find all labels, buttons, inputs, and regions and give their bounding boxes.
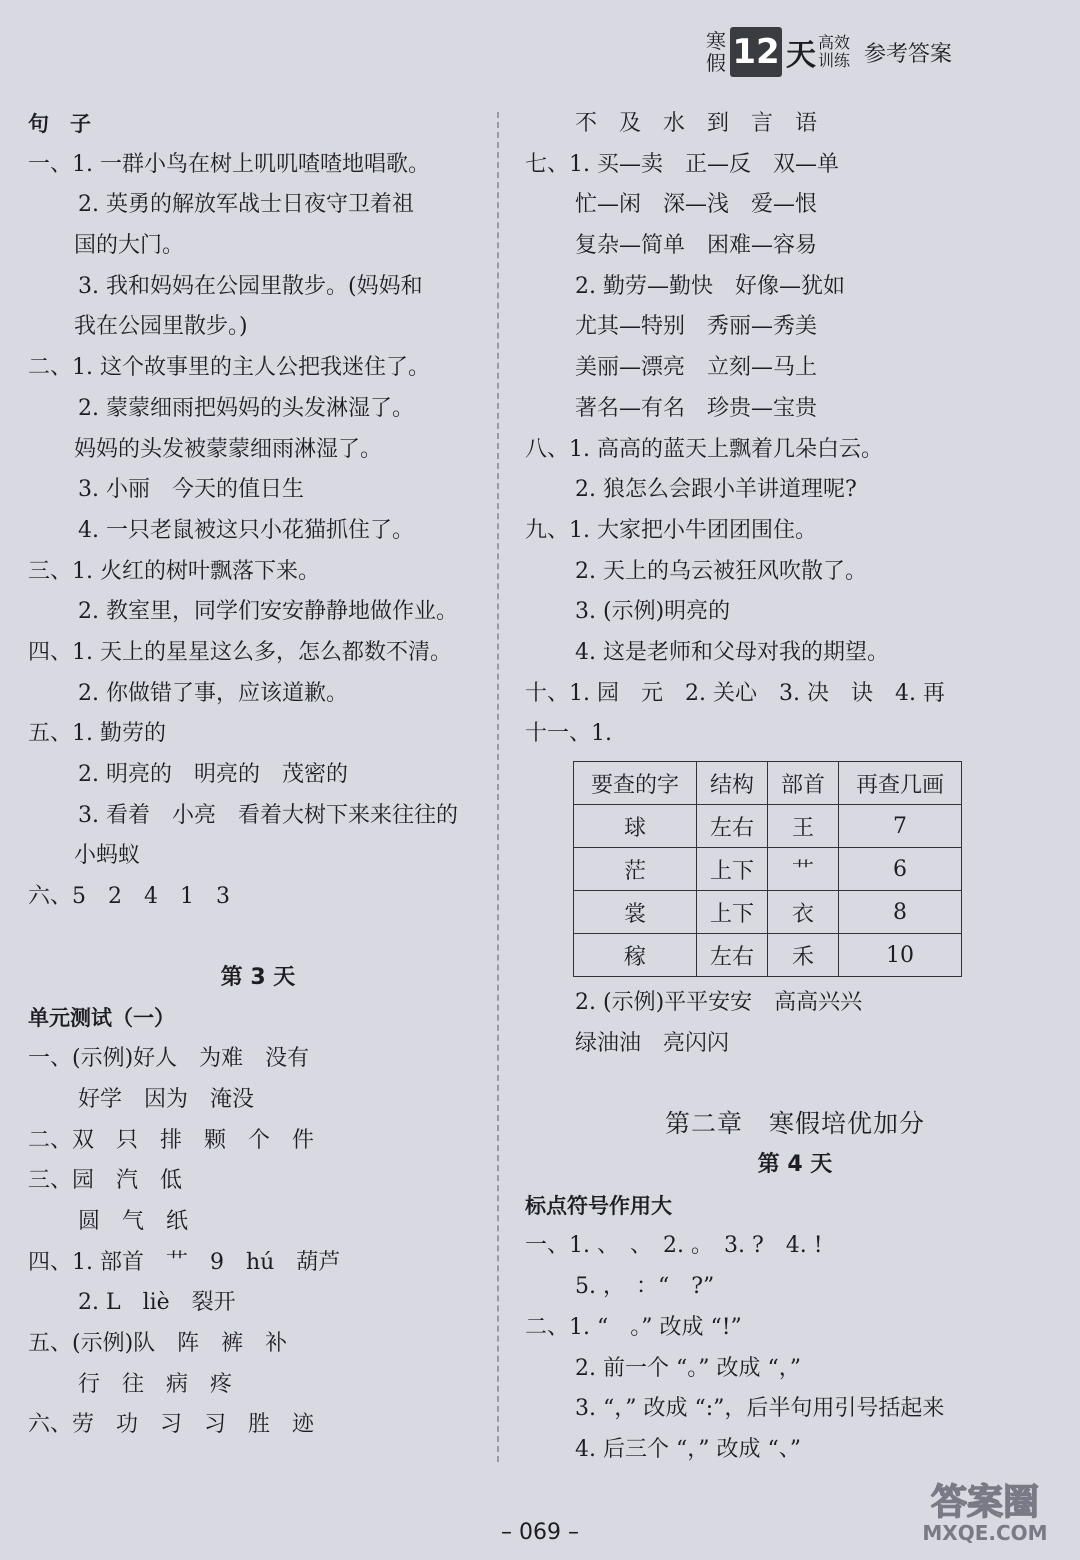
table-cell: 艹 <box>768 848 839 891</box>
answer-line: 四、1. 天上的星星这么多，怎么都数不清。 <box>28 639 452 665</box>
answer-line: 国的大门。 <box>74 233 185 259</box>
answer-line: 六、5 2 4 1 3 <box>28 884 230 910</box>
section-heading: 标点符号作用大 <box>525 1193 672 1218</box>
answer-line: 绿油油 亮闪闪 <box>575 1030 730 1056</box>
table-row <box>574 848 962 891</box>
answer-line: 七、1. 买—卖 正—反 双—单 <box>525 151 839 177</box>
answer-line: 复杂—简单 困难—容易 <box>575 233 818 259</box>
answer-line: 一、1. 、 、 2. 。 3. ? 4. ! <box>525 1233 823 1259</box>
spacer <box>525 1064 1065 1104</box>
answer-line: 二、1. 这个故事里的主人公把我迷住了。 <box>28 355 430 381</box>
answer-line: 九、1. 大家把小牛团团围住。 <box>525 517 817 543</box>
header-tian: 天 <box>786 38 816 73</box>
table-cell: 左右 <box>697 934 768 977</box>
answer-line: 2. 英勇的解放军战士日夜守卫着祖 <box>78 192 414 218</box>
answer-line: 一、1. 一群小鸟在树上叽叽喳喳地唱歌。 <box>28 151 430 177</box>
answer-line: 4. 这是老师和父母对我的期望。 <box>575 639 889 665</box>
answer-line: 4. 一只老鼠被这只小花猫抓住了。 <box>78 517 414 543</box>
answer-line: 美丽—漂亮 立刻—马上 <box>575 355 818 381</box>
right-top-answers <box>525 104 1065 755</box>
table-cell: 8 <box>839 891 962 934</box>
table-header-cell: 要查的字 <box>574 762 697 805</box>
watermark-text: 答案圈 <box>930 1482 1040 1523</box>
answer-line: 一、(示例)好人 为难 没有 <box>28 1046 310 1072</box>
table-header-cell: 部首 <box>768 762 839 805</box>
answer-line: 行 往 病 疼 <box>78 1371 233 1397</box>
answer-line: 著名—有名 珍贵—宝贵 <box>575 395 818 421</box>
answer-line: 不 及 水 到 言 语 <box>575 111 818 136</box>
answer-line: 2. 前一个 “。” 改成 “，” <box>575 1355 801 1381</box>
answer-line: 3. 我和妈妈在公园里散步。(妈妈和 <box>78 273 423 299</box>
header-gaoxiao <box>818 34 850 70</box>
header-jia-1: 寒 <box>706 29 726 53</box>
table-cell: 衣 <box>768 891 839 934</box>
answer-line: 二、1. “ 。” 改成 “!” <box>525 1314 742 1340</box>
table-header-cell: 再查几画 <box>839 762 962 805</box>
answer-line: 我在公园里散步。) <box>74 314 248 340</box>
table-row <box>574 891 962 934</box>
table-cell: 6 <box>839 848 962 891</box>
answer-line: 5. ， ：“ ?” <box>575 1274 715 1300</box>
answer-line: 2. 勤劳—勤快 好像—犹如 <box>575 273 845 299</box>
table-cell: 上下 <box>697 848 768 891</box>
answer-line: 三、1. 火红的树叶飘落下来。 <box>28 558 320 584</box>
table-cell: 球 <box>574 805 697 848</box>
answer-line: 四、1. 部首 艹 9 hú 葫芦 <box>28 1249 341 1275</box>
section-heading: 第二章 寒假培优加分 <box>664 1109 925 1139</box>
answer-line: 4. 后三个 “，” 改成 “、” <box>575 1436 801 1462</box>
answer-line: 3. 看着 小亮 看着大树下来来往往的 <box>78 802 458 828</box>
right-column <box>525 104 1065 1471</box>
answer-line: 八、1. 高高的蓝天上飘着几朵白云。 <box>525 436 883 462</box>
answer-line: 五、(示例)队 阵 裤 补 <box>28 1330 288 1356</box>
answer-line: 六、劳 功 习 习 胜 迹 <box>28 1412 315 1438</box>
table-cell: 左右 <box>697 805 768 848</box>
answer-line: 三、园 汽 低 <box>28 1168 183 1194</box>
answer-line: 3. (示例)明亮的 <box>575 599 731 625</box>
table-row <box>574 805 962 848</box>
table-row <box>574 934 962 977</box>
answer-line: 2. 你做错了事，应该道歉。 <box>78 680 348 706</box>
answer-line: 二、双 只 排 颗 个 件 <box>28 1127 315 1153</box>
answer-line: 2. 天上的乌云被狂风吹散了。 <box>575 558 867 584</box>
answer-line: 尤其—特别 秀丽—秀美 <box>575 314 818 340</box>
answer-line: 好学 因为 淹没 <box>78 1086 255 1112</box>
table-cell: 王 <box>768 805 839 848</box>
answer-line: 妈妈的头发被蒙蒙细雨淋湿了。 <box>74 436 383 462</box>
answer-line: 2. 教室里，同学们安安静静地做作业。 <box>78 599 458 625</box>
watermark-url: MXQE.COM <box>922 1521 1048 1545</box>
answer-line: 2. 蒙蒙细雨把妈妈的头发淋湿了。 <box>78 395 414 421</box>
answer-line: 3. 小丽 今天的值日生 <box>78 477 304 503</box>
answer-line: 十一、1. <box>525 721 612 747</box>
header-title: 参考答案 <box>864 41 953 67</box>
table-cell: 禾 <box>768 934 839 977</box>
table-cell: 7 <box>839 805 962 848</box>
table-cell: 裳 <box>574 891 697 934</box>
spacer <box>28 918 488 958</box>
answer-line: 2. 狼怎么会跟小羊讲道理呢? <box>575 477 857 503</box>
table-cell: 10 <box>839 934 962 977</box>
answer-line: 小蚂蚁 <box>74 843 141 869</box>
header-gx-2: 训练 <box>818 51 851 70</box>
answer-line: 3. “，” 改成 “:”，后半句用引号括起来 <box>575 1396 945 1422</box>
table-header-row <box>574 762 962 805</box>
header-jia-2: 假 <box>706 51 726 75</box>
right-bottom-answers <box>525 983 1065 1471</box>
answer-line: 五、1. 勤劳的 <box>28 721 166 747</box>
page-number: – 069 – <box>501 1520 579 1545</box>
section-heading: 第 3 天 <box>220 964 296 990</box>
header-day-count: 12 <box>730 27 782 77</box>
table-cell: 稼 <box>574 934 697 977</box>
answer-line: 2. 明亮的 明亮的 茂密的 <box>78 762 348 787</box>
column-divider <box>497 112 499 1462</box>
section-heading: 第 4 天 <box>757 1152 833 1178</box>
answer-line: 圆 气 纸 <box>78 1208 189 1234</box>
header-jia <box>706 30 726 74</box>
answer-line: 忙—闲 深—浅 爱—恨 <box>575 192 818 218</box>
header-gx-1: 高效 <box>818 33 851 52</box>
left-column <box>28 104 488 1446</box>
dictionary-table <box>573 761 962 977</box>
section-heading: 单元测试（一） <box>28 1006 175 1031</box>
table-cell: 茫 <box>574 848 697 891</box>
watermark-logo <box>910 1474 1060 1546</box>
answer-line: 十、1. 园 元 2. 关心 3. 决 诀 4. 再 <box>525 680 945 706</box>
answer-line: 2. L liè 裂开 <box>78 1290 236 1316</box>
answer-line: 2. (示例)平平安安 高高兴兴 <box>575 990 863 1015</box>
table-cell: 上下 <box>697 891 768 934</box>
section-heading: 句 子 <box>28 112 91 136</box>
header-banner <box>706 24 952 80</box>
table-header-cell: 结构 <box>697 762 768 805</box>
